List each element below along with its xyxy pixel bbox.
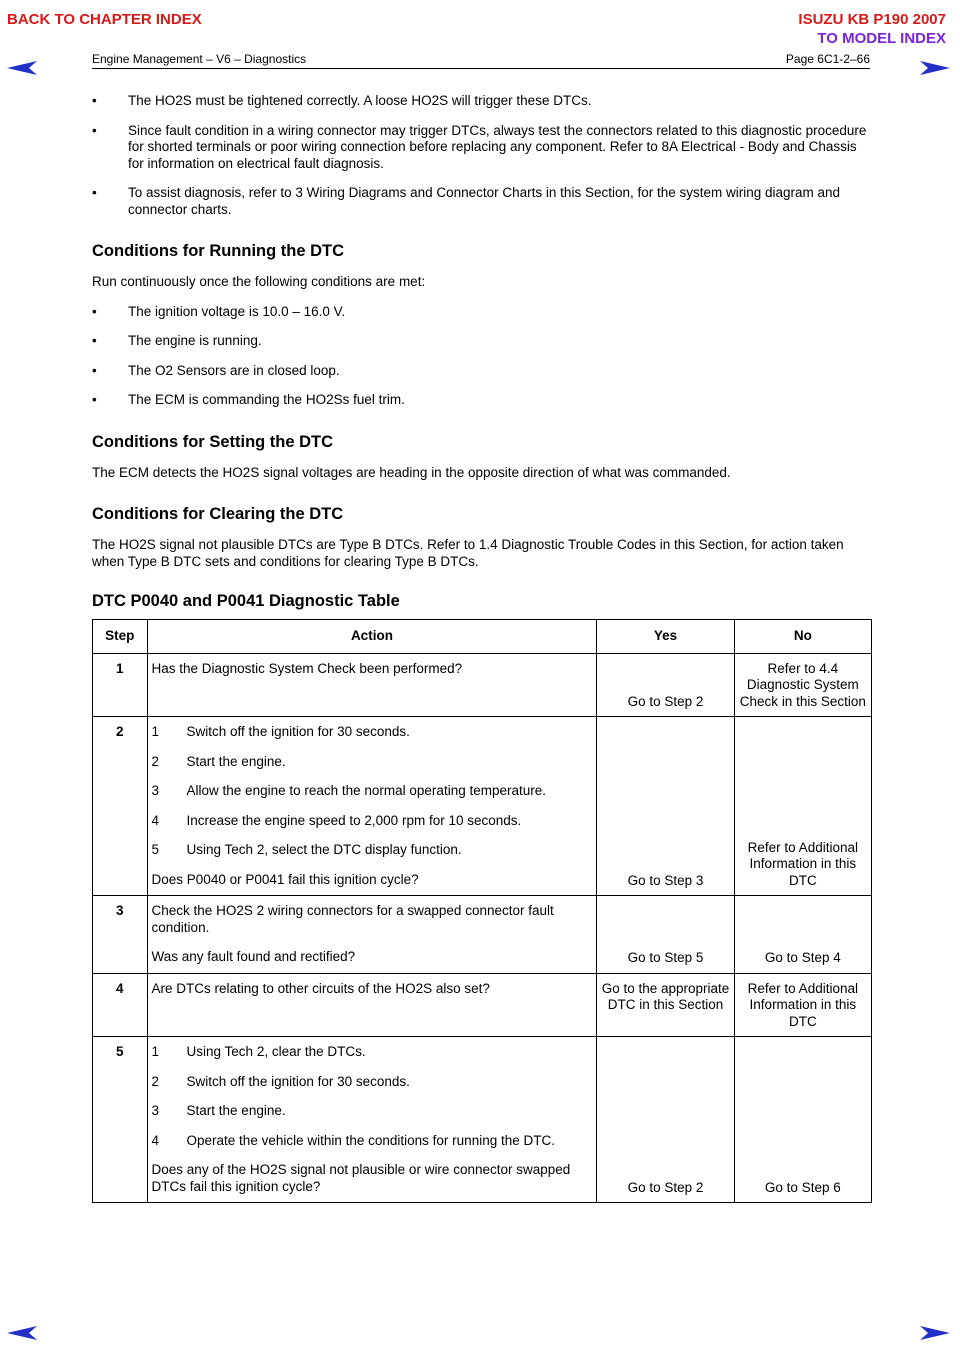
bullet-item <box>92 304 870 321</box>
action-cell <box>147 717 597 896</box>
bullet-text: To assist diagnosis, refer to 3 Wiring Diagrams and Connector Charts in this Section, for the system wiring diagram and connector charts. <box>128 185 841 217</box>
page-content <box>92 93 870 1203</box>
action-question: Does P0040 or P0041 fail this ignition cycle? <box>151 871 419 887</box>
yes-cell: Go to Step 2 <box>597 1037 734 1203</box>
action-cell <box>147 1037 597 1203</box>
next-page-arrow-bottom-icon[interactable] <box>920 1326 950 1340</box>
action-substep <box>152 1074 593 1091</box>
bullet-item <box>92 185 870 218</box>
substep-number: 1 <box>151 1044 160 1059</box>
substep-number: 2 <box>151 1073 160 1089</box>
substep-text: Operate the vehicle within the conditions for running the DTC. <box>186 1132 555 1148</box>
action-cell <box>147 973 597 1037</box>
bullet-dot: • <box>92 333 97 348</box>
diagnostic-table <box>92 619 872 1203</box>
action-cell <box>147 653 597 717</box>
yes-cell: Go to Step 5 <box>597 896 734 974</box>
action-question: Has the Diagnostic System Check been performed? <box>151 660 463 676</box>
bullet-dot: • <box>92 185 97 200</box>
bullet-text: The ignition voltage is 10.0 – 16.0 V. <box>128 303 346 319</box>
table-row <box>93 896 872 974</box>
action-substep <box>152 724 593 741</box>
bullet-item <box>92 363 870 380</box>
substep-text: Increase the engine speed to 2,000 rpm for 10 seconds. <box>186 812 522 828</box>
action-question: Does any of the HO2S signal not plausible or wire connector swapped DTCs fail this ignition cycle? <box>151 1162 571 1194</box>
substep-number: 4 <box>151 1132 160 1148</box>
bullet-dot: • <box>92 93 97 108</box>
substep-number: 1 <box>151 724 160 739</box>
substep-number: 4 <box>151 812 160 828</box>
bullet-text: The HO2S must be tightened correctly. A loose HO2S will trigger these DTCs. <box>128 93 592 108</box>
substep-text: Using Tech 2, select the DTC display function. <box>186 842 462 857</box>
substep-number: 5 <box>151 842 160 857</box>
bullet-text: The ECM is commanding the HO2Ss fuel trim. <box>128 392 405 407</box>
intro-bullet-list <box>92 93 870 218</box>
no-cell: Go to Step 6 <box>734 1037 871 1203</box>
yes-cell: Go to Step 2 <box>597 653 734 717</box>
table-header-row <box>93 620 872 654</box>
substep-text: Switch off the ignition for 30 seconds. <box>186 1073 410 1089</box>
back-to-chapter-index-link[interactable]: BACK TO CHAPTER INDEX <box>7 11 202 28</box>
running-heading: Conditions for Running the DTC <box>92 242 345 260</box>
no-cell: Go to Step 4 <box>734 896 871 974</box>
next-page-arrow-icon[interactable] <box>920 61 950 75</box>
table-row <box>93 653 872 717</box>
clearing-heading: Conditions for Clearing the DTC <box>92 505 344 523</box>
action-substep <box>152 813 593 830</box>
column-header-action: Action <box>147 620 597 654</box>
page-header <box>92 52 870 69</box>
substep-text: Allow the engine to reach the normal operating temperature. <box>186 783 546 798</box>
no-cell: Refer to Additional Information in this DTC <box>734 973 871 1037</box>
header-page-number: Page 6C1-2–66 <box>785 52 870 66</box>
running-bullet-list <box>92 304 870 409</box>
yes-cell: Go to the appropriate DTC in this Section <box>597 973 734 1037</box>
substep-number: 2 <box>151 753 160 769</box>
step-number: 1 <box>93 653 148 717</box>
to-model-index-link[interactable]: TO MODEL INDEX <box>817 30 946 47</box>
no-cell: Refer to 4.4 Diagnostic System Check in this Section <box>734 653 871 717</box>
setting-heading: Conditions for Setting the DTC <box>92 432 334 451</box>
column-header-step: Step <box>93 620 148 654</box>
no-cell: Refer to Additional Information in this DTC <box>734 717 871 896</box>
bullet-text: Since fault condition in a wiring connector may trigger DTCs, always test the connectors related to this diagnostic procedure for shorted terminals or poor wiring connection before replacing any component. Refer to 8A Electrical - Body and Chassis for information on electrical fault diagnosis. <box>128 122 867 171</box>
bullet-dot: • <box>92 362 97 378</box>
column-header-no: No <box>734 620 871 654</box>
bullet-item <box>92 392 870 409</box>
bullet-dot: • <box>92 122 97 138</box>
substep-text: Switch off the ignition for 30 seconds. <box>186 724 410 739</box>
model-title-link[interactable]: ISUZU KB P190 2007 <box>798 11 946 28</box>
table-heading: DTC P0040 and P0041 Diagnostic Table <box>92 592 400 610</box>
action-substep <box>152 1103 593 1120</box>
step-number: 4 <box>93 973 148 1037</box>
action-cell <box>147 896 597 974</box>
substep-text: Using Tech 2, clear the DTCs. <box>186 1044 366 1059</box>
running-intro: Run continuously once the following conditions are met: <box>92 274 426 289</box>
substep-text: Start the engine. <box>186 753 286 769</box>
action-question: Are DTCs relating to other circuits of the HO2S also set? <box>151 980 490 996</box>
previous-page-arrow-icon[interactable] <box>7 61 37 75</box>
table-row <box>93 973 872 1037</box>
step-number: 5 <box>93 1037 148 1203</box>
yes-cell: Go to Step 3 <box>597 717 734 896</box>
action-question: Was any fault found and rectified? <box>151 949 356 964</box>
bullet-item <box>92 333 870 350</box>
substep-text: Start the engine. <box>186 1103 286 1118</box>
clearing-text: The HO2S signal not plausible DTCs are Type B DTCs. Refer to 1.4 Diagnostic Trouble Codes in this Section, for action taken when Type B DTC sets and conditions for clearing Type B DTCs. <box>92 537 844 569</box>
bullet-text: The O2 Sensors are in closed loop. <box>128 362 340 378</box>
action-text: Check the HO2S 2 wiring connectors for a swapped connector fault condition. <box>151 903 554 935</box>
column-header-yes: Yes <box>597 620 734 654</box>
previous-page-arrow-bottom-icon[interactable] <box>7 1326 37 1340</box>
table-row <box>93 717 872 896</box>
substep-number: 3 <box>151 1103 160 1118</box>
bullet-dot: • <box>92 392 97 407</box>
action-substep <box>152 783 593 800</box>
bullet-item <box>92 123 870 173</box>
table-row <box>93 1037 872 1203</box>
step-number: 2 <box>93 717 148 896</box>
bullet-text: The engine is running. <box>128 333 262 348</box>
bullet-dot: • <box>92 303 97 319</box>
setting-text: The ECM detects the HO2S signal voltages are heading in the opposite direction of what was commanded. <box>92 464 731 480</box>
action-substep <box>152 1044 593 1061</box>
action-substep <box>152 842 593 859</box>
action-substep <box>152 1133 593 1150</box>
step-number: 3 <box>93 896 148 974</box>
bullet-item <box>92 93 870 110</box>
header-section-title: Engine Management – V6 – Diagnostics <box>92 52 307 66</box>
substep-number: 3 <box>151 783 160 798</box>
action-substep <box>152 754 593 771</box>
